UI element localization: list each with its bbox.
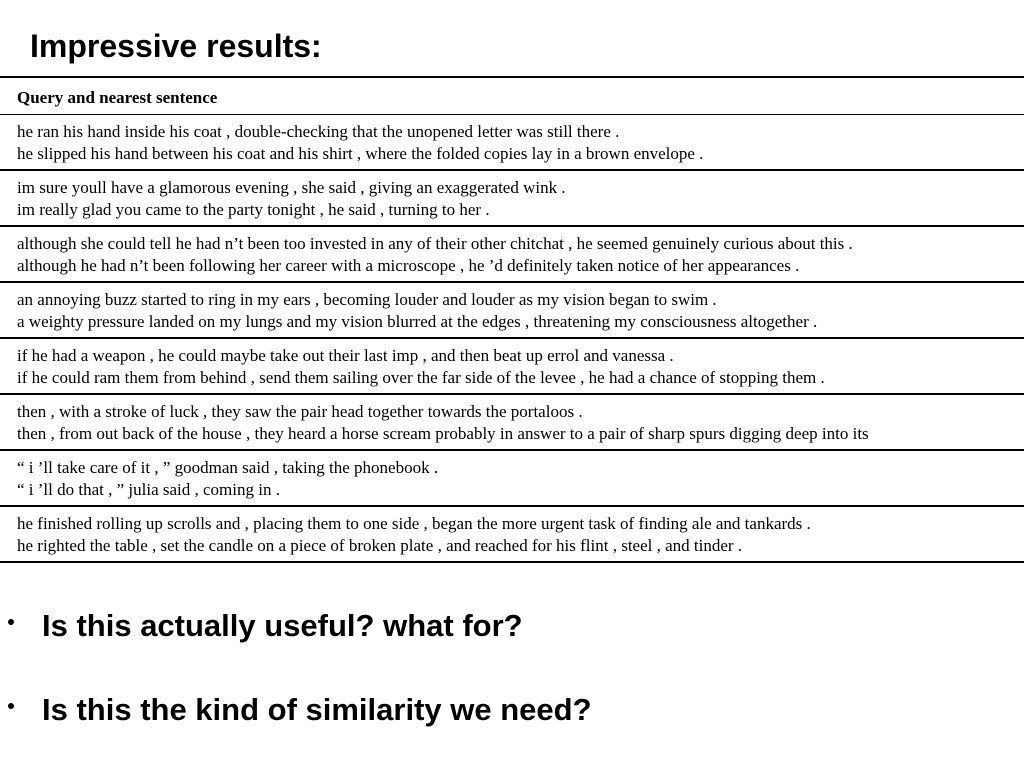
table-row (0, 393, 1024, 449)
query-sentence: im sure youll have a glamorous evening , she said , giving an exaggerated wink . (17, 178, 566, 197)
table-row (0, 169, 1024, 225)
table-row (0, 281, 1024, 337)
table-row (0, 115, 1024, 169)
bullet-dot-icon (8, 703, 14, 709)
table-row (0, 225, 1024, 281)
query-sentence: if he had a weapon , he could maybe take out their last imp , and then beat up errol and vanessa . (17, 346, 674, 365)
query-sentence: then , with a stroke of luck , they saw the pair head together towards the portaloos . (17, 402, 583, 421)
table-header: Query and nearest sentence (0, 78, 1024, 115)
query-sentence: he finished rolling up scrolls and , placing them to one side , began the more urgent task of finding ale and tankards . (17, 514, 811, 533)
table-row (0, 449, 1024, 505)
bullet-item (0, 604, 1024, 688)
query-sentence: although she could tell he had n’t been too invested in any of their other chitchat , he seemed genuinely curious about this . (17, 234, 853, 253)
nearest-sentence: “ i ’ll do that , ” julia said , coming in . (17, 479, 280, 499)
bullet-text: Is this actually useful? what for? (42, 608, 523, 643)
nearest-sentence: he righted the table , set the candle on a piece of broken plate , and reached for his flint , steel , and tinder . (17, 535, 743, 555)
nearest-sentence: im really glad you came to the party tonight , he said , turning to her . (17, 199, 490, 219)
table-body (0, 115, 1024, 561)
table-row (0, 337, 1024, 393)
nearest-sentence: if he could ram them from behind , send them sailing over the far side of the levee , he had a chance of stopping them . (17, 367, 825, 387)
bullet-dot-icon (8, 619, 14, 625)
nearest-sentence: he slipped his hand between his coat and his shirt , where the folded copies lay in a brown envelope . (17, 143, 704, 163)
results-table (0, 76, 1024, 563)
query-sentence: “ i ’ll take care of it , ” goodman said , taking the phonebook . (17, 458, 439, 477)
nearest-sentence: a weighty pressure landed on my lungs and my vision blurred at the edges , threatening my consciousness altogether . (17, 311, 818, 331)
query-sentence: an annoying buzz started to ring in my ears , becoming louder and louder as my vision began to swim . (17, 290, 717, 309)
nearest-sentence: then , from out back of the house , they heard a horse scream probably in answer to a pair of sharp spurs digging deep into its (17, 423, 869, 443)
bullet-item (0, 688, 1024, 772)
bullet-text: Is this the kind of similarity we need? (42, 692, 592, 727)
table-row (0, 505, 1024, 561)
bullet-list (0, 604, 1024, 772)
slide-title: Impressive results: (30, 28, 322, 64)
query-sentence: he ran his hand inside his coat , double-checking that the unopened letter was still there . (17, 122, 620, 141)
nearest-sentence: although he had n’t been following her career with a microscope , he ’d definitely taken notice of her appearances . (17, 255, 800, 275)
